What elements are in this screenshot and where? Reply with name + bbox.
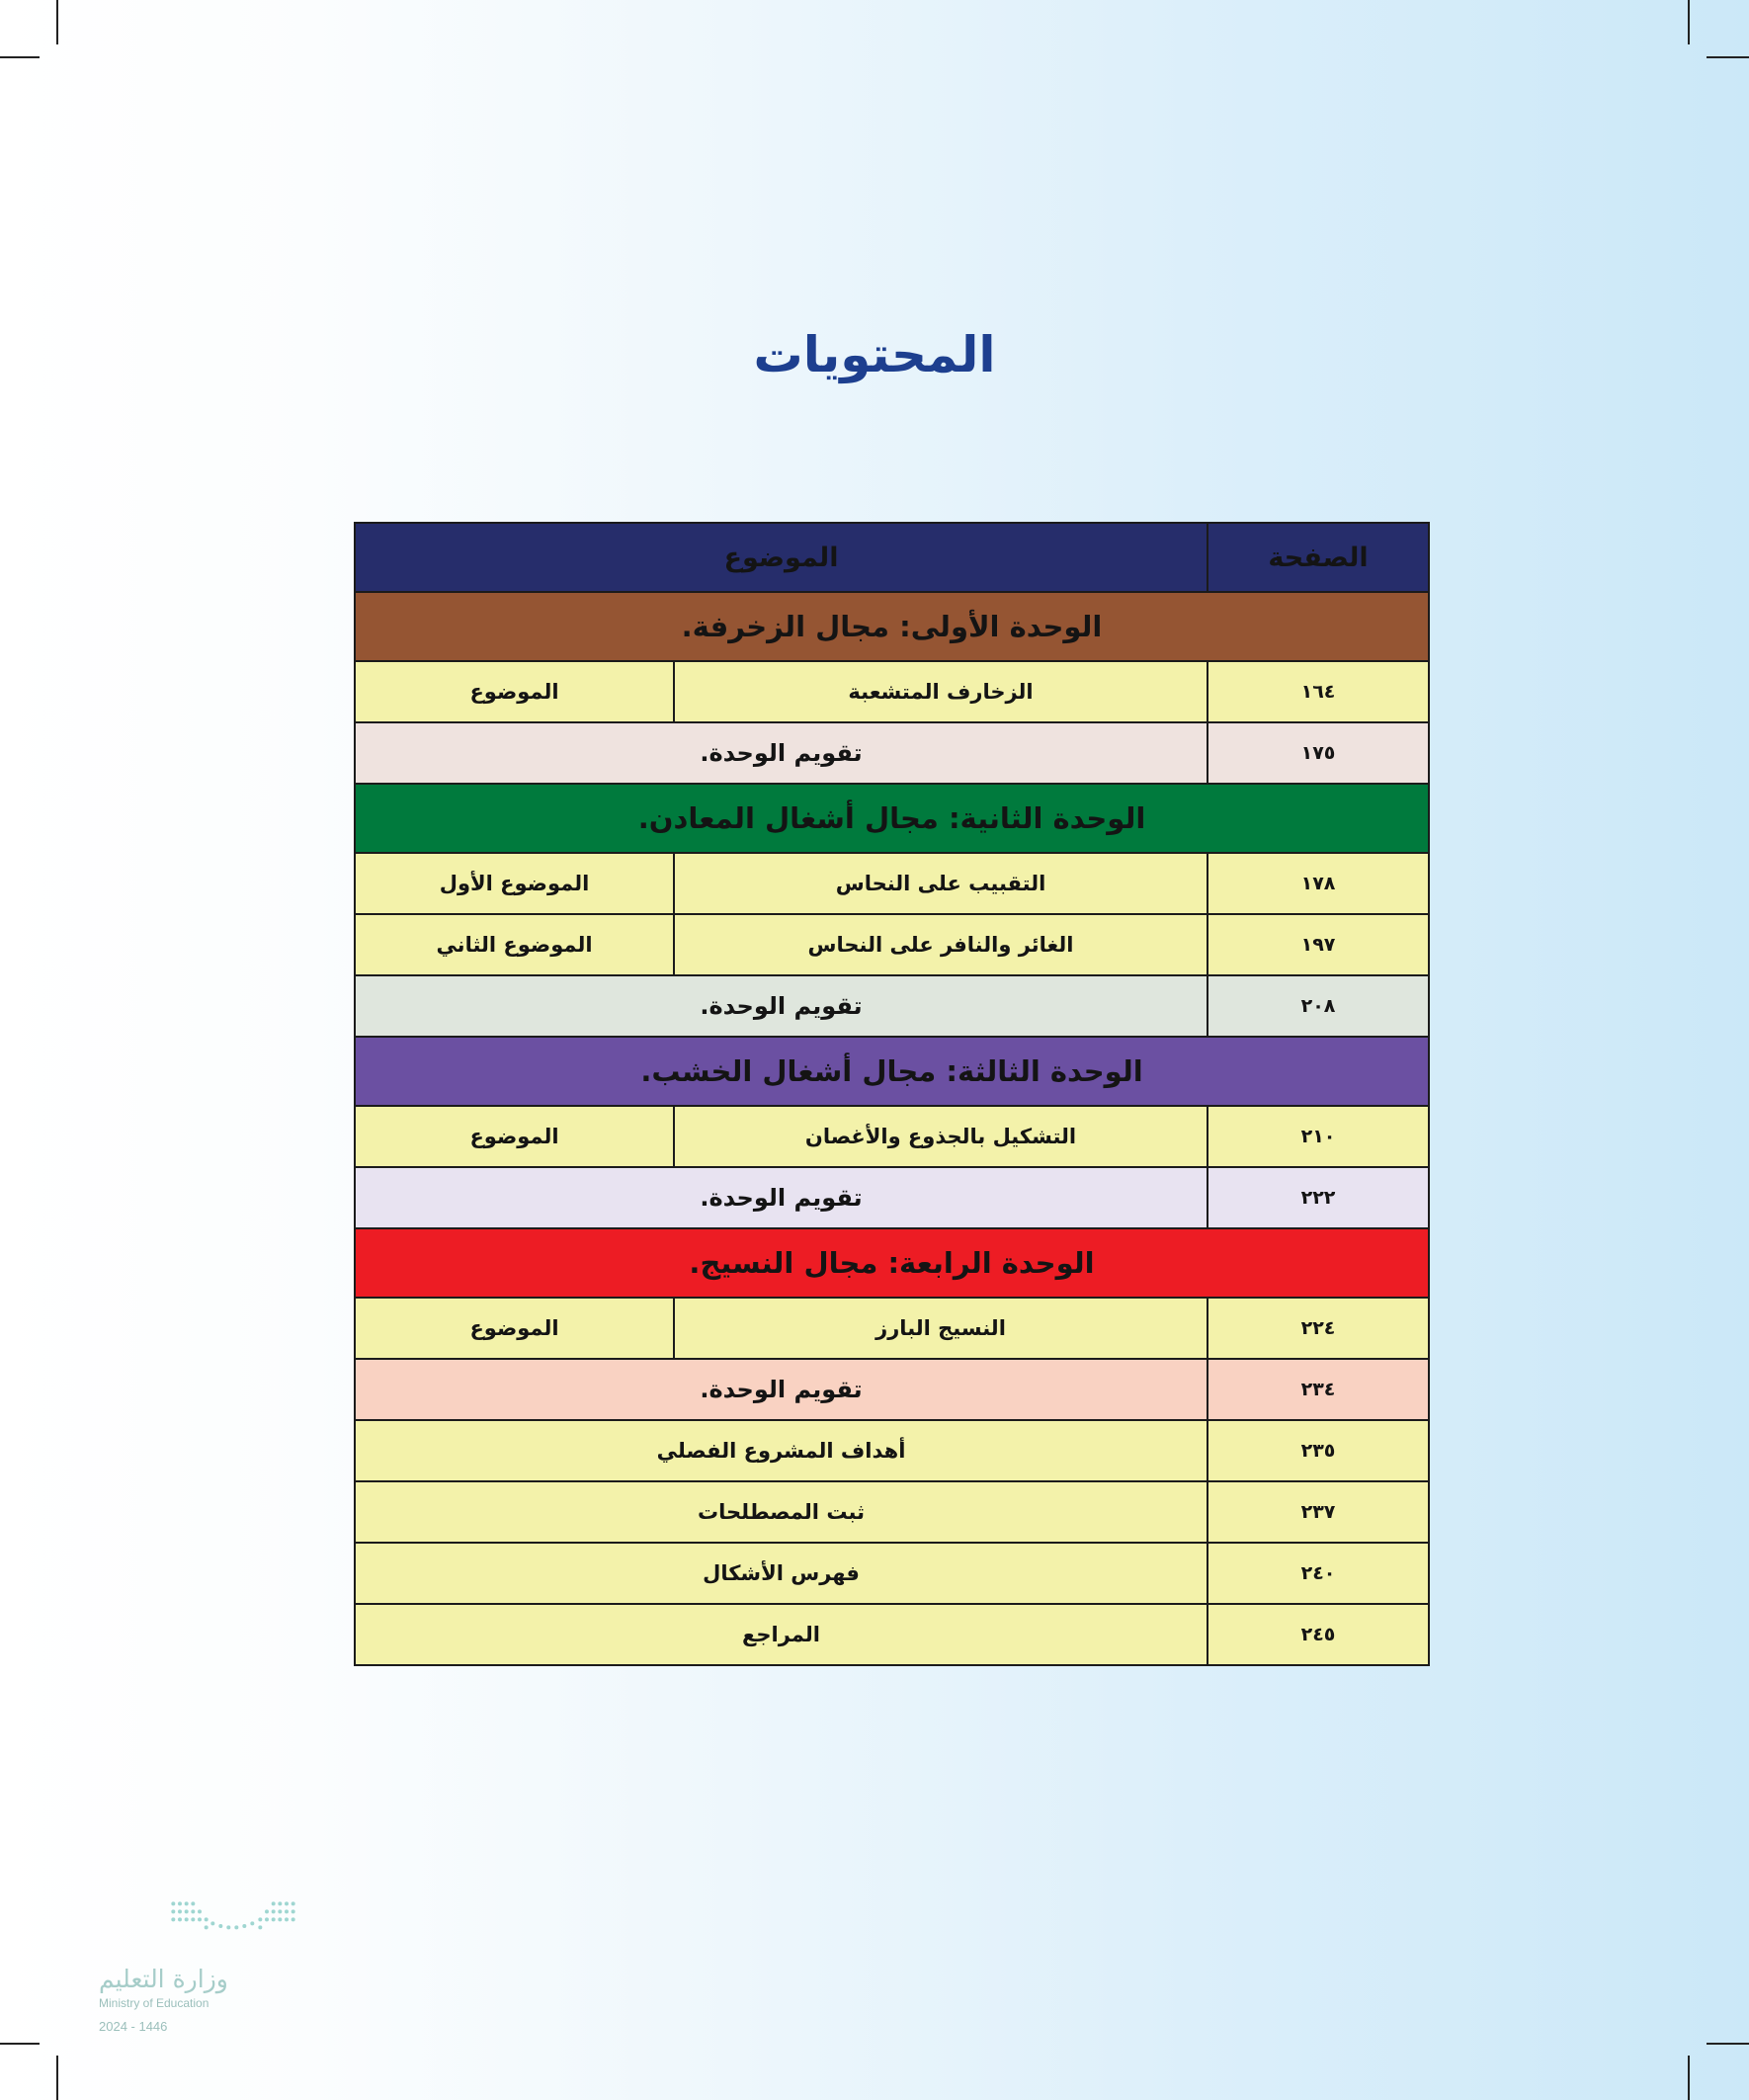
table-row[interactable] (355, 1298, 1429, 1359)
crop-mark (0, 56, 40, 58)
table-row[interactable] (355, 914, 1429, 975)
topic-title: التشكيل بالجذوع والأغصان (674, 1106, 1208, 1167)
appendix-row[interactable] (355, 1481, 1429, 1543)
topic-title: النسيج البارز (674, 1298, 1208, 1359)
unit-heading-row (355, 1228, 1429, 1298)
page-number: ٢٢٢ (1208, 1167, 1429, 1228)
ministry-name-arabic: وزارة التعليم (99, 1965, 228, 1993)
ministry-name-english: Ministry of Education (99, 1996, 209, 2010)
page-number: ١٦٤ (1208, 661, 1429, 722)
page-number: ١٩٧ (1208, 914, 1429, 975)
table-row[interactable] (355, 661, 1429, 722)
unit-evaluation-label: تقويم الوحدة. (355, 1359, 1208, 1420)
table-row[interactable] (355, 1106, 1429, 1167)
page-number: ٢٤٠ (1208, 1543, 1429, 1604)
unit-heading-row (355, 784, 1429, 853)
crop-mark (1688, 0, 1690, 44)
topic-label: الموضوع (355, 1298, 674, 1359)
crop-mark (1688, 2056, 1690, 2100)
topic-label: الموضوع الثاني (355, 914, 674, 975)
appendix-label: ثبت المصطلحات (355, 1481, 1208, 1543)
table-header-row (355, 523, 1429, 592)
contents-table (354, 522, 1430, 1666)
appendix-label: أهداف المشروع الفصلي (355, 1420, 1208, 1481)
page-number: ٢٣٤ (1208, 1359, 1429, 1420)
unit-1-title[interactable]: الوحدة الأولى: مجال الزخرفة. (355, 592, 1429, 661)
edition-year: 2024 - 1446 (99, 2019, 168, 2034)
crop-mark (56, 0, 58, 44)
unit-evaluation-label: تقويم الوحدة. (355, 975, 1208, 1037)
unit-3-title[interactable]: الوحدة الثالثة: مجال أشغال الخشب. (355, 1037, 1429, 1106)
crop-mark (1707, 2043, 1749, 2045)
unit-2-title[interactable]: الوحدة الثانية: مجال أشغال المعادن. (355, 784, 1429, 853)
topic-label: الموضوع الأول (355, 853, 674, 914)
page-number: ١٧٥ (1208, 722, 1429, 784)
page-number: ٢٤٥ (1208, 1604, 1429, 1665)
crop-mark (56, 2056, 58, 2100)
unit-evaluation-row[interactable] (355, 1359, 1429, 1420)
crop-mark (0, 2043, 40, 2045)
appendix-row[interactable] (355, 1543, 1429, 1604)
crop-mark (1707, 56, 1749, 58)
topic-title: الزخارف المتشعبة (674, 661, 1208, 722)
page-number: ٢٣٧ (1208, 1481, 1429, 1543)
unit-heading-row (355, 1037, 1429, 1106)
unit-evaluation-label: تقويم الوحدة. (355, 722, 1208, 784)
page-number: ٢٠٨ (1208, 975, 1429, 1037)
page-number: ٢١٠ (1208, 1106, 1429, 1167)
appendix-row[interactable] (355, 1604, 1429, 1665)
appendix-row[interactable] (355, 1420, 1429, 1481)
unit-4-title[interactable]: الوحدة الرابعة: مجال النسيج. (355, 1228, 1429, 1298)
appendix-label: المراجع (355, 1604, 1208, 1665)
unit-evaluation-row[interactable] (355, 1167, 1429, 1228)
topic-title: الغائر والنافر على النحاس (674, 914, 1208, 975)
page-number: ١٧٨ (1208, 853, 1429, 914)
page-column-header: الصفحة (1208, 523, 1429, 592)
topic-label: الموضوع (355, 661, 674, 722)
page-number: ٢٢٤ (1208, 1298, 1429, 1359)
table-row[interactable] (355, 853, 1429, 914)
appendix-label: فهرس الأشكال (355, 1543, 1208, 1604)
ministry-logo-dots-icon (168, 1895, 326, 1945)
topic-label: الموضوع (355, 1106, 674, 1167)
unit-evaluation-label: تقويم الوحدة. (355, 1167, 1208, 1228)
page-title: المحتويات (753, 326, 996, 383)
unit-evaluation-row[interactable] (355, 722, 1429, 784)
page-number: ٢٣٥ (1208, 1420, 1429, 1481)
unit-evaluation-row[interactable] (355, 975, 1429, 1037)
unit-heading-row (355, 592, 1429, 661)
subject-column-header: الموضوع (355, 523, 1208, 592)
topic-title: التقبيب على النحاس (674, 853, 1208, 914)
